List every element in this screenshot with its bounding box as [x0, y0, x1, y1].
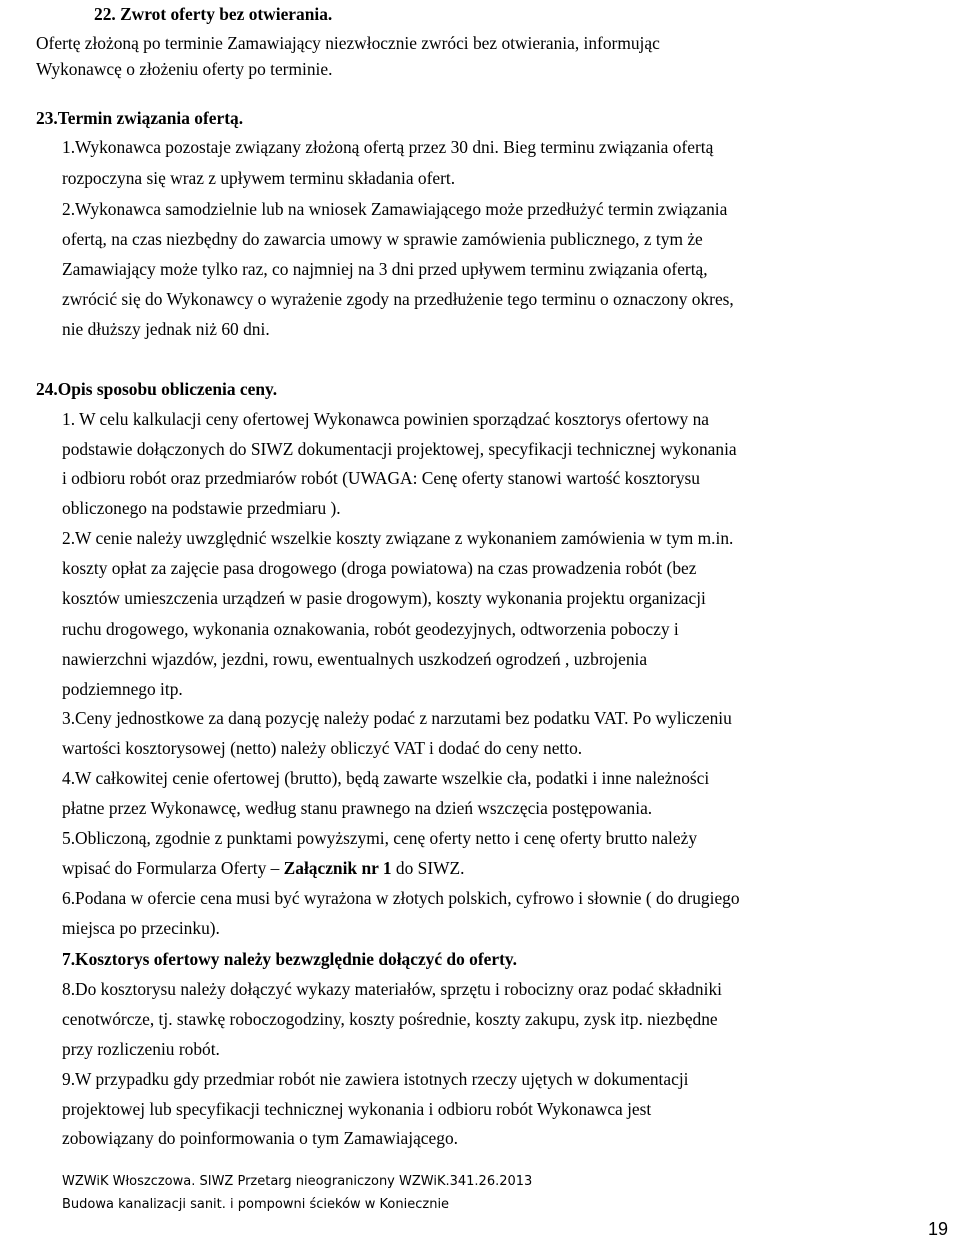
section-24-text-line: 9.W przypadku gdy przedmiar robót nie zawiera istotnych rzeczy ujętych w dokumentacji: [62, 1069, 689, 1089]
section-24-text-line: obliczonego na podstawie przedmiaru ).: [62, 498, 341, 518]
section-23-text-line: rozpoczyna się wraz z upływem terminu składania ofert.: [62, 168, 456, 188]
section-24-text-line: 5.Obliczoną, zgodnie z punktami powyższymi, cenę oferty netto i cenę oferty brutto należy: [62, 828, 698, 848]
section-23-text-line: ofertą, na czas niezbędny do zawarcia umowy w sprawie zamówienia publicznego, z tym że: [62, 229, 703, 249]
page-number: 19: [928, 1219, 949, 1239]
footer-line-2: Budowa kanalizacji sanit. i pompowni ścieków w Koniecznie: [62, 1197, 450, 1212]
section-22-text-line: Wykonawcę o złożeniu oferty po terminie.: [36, 59, 333, 79]
section-24-text-line: przy rozliczeniu robót.: [62, 1039, 220, 1059]
section-22-text-line: Ofertę złożoną po terminie Zamawiający niezwłocznie zwróci bez otwierania, informując: [36, 33, 660, 53]
attachment-reference: Załącznik nr 1: [283, 858, 392, 878]
section-24-text-line: koszty opłat za zajęcie pasa drogowego (droga powiatowa) na czas prowadzenia robót (bez: [62, 558, 697, 578]
section-24-bold-point: 7.Kosztorys ofertowy należy bezwzględnie dołączyć do oferty.: [62, 949, 517, 969]
section-24-text-line: zobowiązany do poinformowania o tym Zamawiającego.: [62, 1128, 458, 1148]
section-24-text-line: 3.Ceny jednostkowe za daną pozycję należy podać z narzutami bez podatku VAT. Po wyliczeniu: [62, 708, 732, 728]
section-24-text-line: płatne przez Wykonawcę, według stanu prawnego na dzień wszczęcia postępowania.: [62, 798, 653, 818]
section-24-text-line: kosztów umieszczenia urządzeń w pasie drogowym), koszty wykonania projektu organizacji: [62, 588, 706, 608]
section-22-heading: 22. Zwrot oferty bez otwierania.: [94, 4, 333, 24]
section-24-text-line: 6.Podana w ofercie cena musi być wyrażona w złotych polskich, cyfrowo i słownie ( do drugiego: [62, 888, 740, 908]
section-24-text-line: podstawie dołączonych do SIWZ dokumentacji projektowej, specyfikacji technicznej wykonania: [62, 439, 737, 459]
section-24-heading: 24.Opis sposobu obliczenia ceny.: [36, 379, 278, 399]
section-23-text-line: zwrócić się do Wykonawcy o wyrażenie zgody na przedłużenie tego terminu o oznaczony okres,: [62, 289, 734, 309]
footer-line-1: WZWiK Włoszczowa. SIWZ Przetarg nieograniczony WZWiK.341.26.2013: [62, 1174, 533, 1189]
section-24-text-line: ruchu drogowego, wykonania oznakowania, robót geodezyjnych, odtworzenia poboczy i: [62, 619, 679, 639]
section-24-text-line: projektowej lub specyfikacji technicznej wykonania i odbioru robót Wykonawca jest: [62, 1099, 652, 1119]
section-23-heading: 23.Termin związania ofertą.: [36, 108, 244, 128]
section-23-text-line: 1.Wykonawca pozostaje związany złożoną ofertą przez 30 dni. Bieg terminu związania ofertą: [62, 137, 714, 157]
section-24-text-line: 8.Do kosztorysu należy dołączyć wykazy materiałów, sprzętu i robocizny oraz podać składniki: [62, 979, 722, 999]
text-span: wpisać do Formularza Oferty –: [62, 858, 284, 878]
section-24-text-line: cenotwórcze, tj. stawkę roboczogodziny, koszty pośrednie, koszty zakupu, zysk itp. niezbędne: [62, 1009, 718, 1029]
section-24-text-line: nawierzchni wjazdów, jezdni, rowu, ewentualnych uszkodzeń ogrodzeń , uzbrojenia: [62, 649, 648, 669]
section-23-text-line: Zamawiający może tylko raz, co najmniej na 3 dni przed upływem terminu związania ofertą,: [62, 259, 708, 279]
section-23-text-line: nie dłuższy jednak niż 60 dni.: [62, 319, 270, 339]
section-24-text-line: miejsca po przecinku).: [62, 918, 220, 938]
section-24-text-line: podziemnego itp.: [62, 679, 183, 699]
section-23-text-line: 2.Wykonawca samodzielnie lub na wniosek Zamawiającego może przedłużyć termin związania: [62, 199, 728, 219]
section-24-text-line-attachment: [62, 857, 465, 879]
text-span: do SIWZ.: [391, 858, 465, 878]
section-24-text-line: 1. W celu kalkulacji ceny ofertowej Wykonawca powinien sporządzać kosztorys ofertowy na: [62, 409, 710, 429]
section-24-text-line: i odbioru robót oraz przedmiarów robót (UWAGA: Cenę oferty stanowi wartość kosztorysu: [62, 468, 700, 488]
section-24-text-line: 4.W całkowitej cenie ofertowej (brutto), będą zawarte wszelkie cła, podatki i inne należności: [62, 768, 710, 788]
section-24-text-line: wartości kosztorysowej (netto) należy obliczyć VAT i dodać do ceny netto.: [62, 738, 583, 758]
section-24-text-line: 2.W cenie należy uwzględnić wszelkie koszty związane z wykonaniem zamówienia w tym m.in.: [62, 528, 734, 548]
